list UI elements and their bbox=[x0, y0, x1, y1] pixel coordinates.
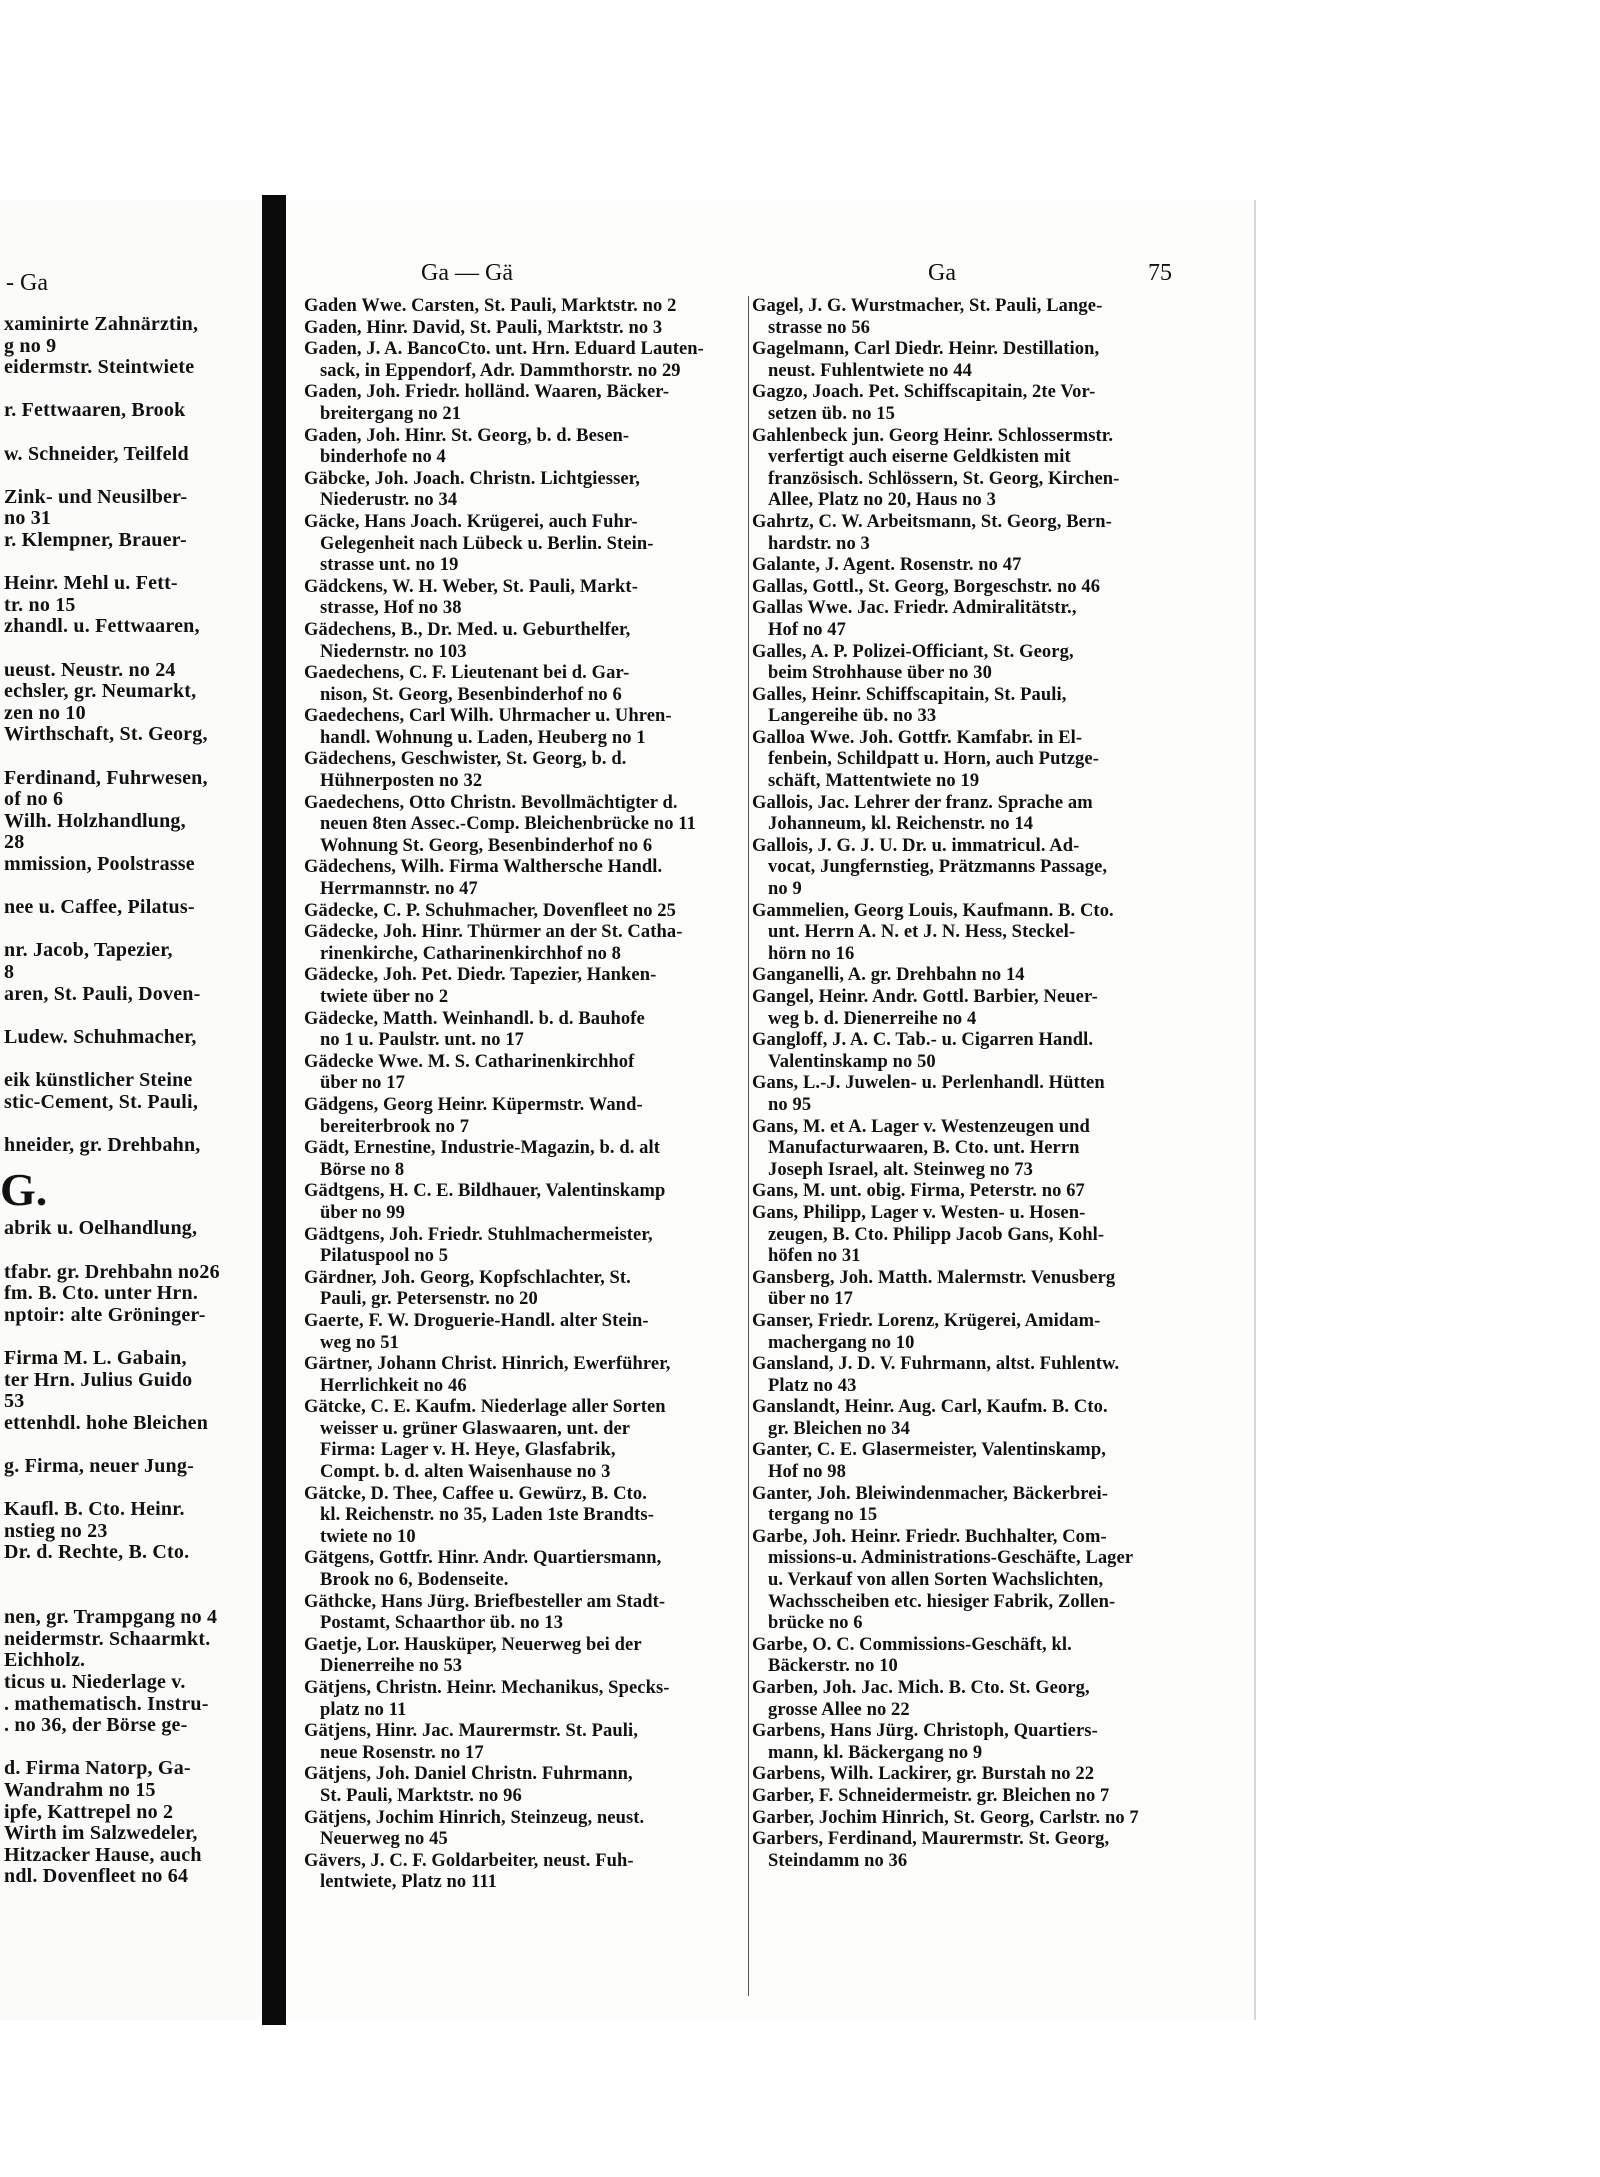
directory-entry-line: Garbers, Ferdinand, Maurermstr. St. Georg, bbox=[752, 1829, 1110, 1850]
entry-continuation-line: über no 17 bbox=[768, 1289, 853, 1310]
directory-entry-line: Gahrtz, C. W. Arbeitsmann, St. Georg, Bern- bbox=[752, 511, 1112, 532]
directory-entry-line: Gammelien, Georg Louis, Kaufmann. B. Cto. bbox=[752, 900, 1114, 921]
directory-entry-line: Gallas, Gottl., St. Georg, Borgeschstr. no 46 bbox=[752, 576, 1101, 597]
entry-continuation-line: rinenkirche, Catharinenkirchhof no 8 bbox=[320, 943, 621, 964]
directory-entry-line: Gallois, J. G. J. U. Dr. u. immatricul. Ad- bbox=[752, 835, 1080, 856]
directory-entry-line: Gäbcke, Joh. Joach. Christn. Lichtgiesser, bbox=[304, 468, 641, 489]
left-page-line: . mathematisch. Instru- bbox=[4, 1692, 209, 1715]
left-page-line: aren, St. Pauli, Doven- bbox=[4, 982, 201, 1005]
entry-continuation-line: strasse no 56 bbox=[768, 317, 871, 338]
left-page-line: hneider, gr. Drehbahn, bbox=[4, 1133, 201, 1156]
entry-continuation-line: no 9 bbox=[768, 879, 802, 900]
directory-entry-line: Gädecke Wwe. M. S. Catharinenkirchhof bbox=[304, 1051, 635, 1072]
left-page-line: Kaufl. B. Cto. Heinr. bbox=[4, 1498, 185, 1521]
entry-continuation-line: mann, kl. Bäckergang no 9 bbox=[768, 1742, 983, 1763]
left-page-line: Dr. d. Rechte, B. Cto. bbox=[4, 1541, 190, 1564]
entry-continuation-line: Postamt, Schaarthor üb. no 13 bbox=[320, 1613, 564, 1634]
right-page bbox=[286, 200, 1256, 2020]
directory-entry-line: Gaden, J. A. BancoCto. unt. Hrn. Eduard Lauten- bbox=[304, 339, 704, 360]
entry-continuation-line: neuen 8ten Assec.-Comp. Bleichenbrücke no 11 bbox=[320, 814, 696, 835]
entry-continuation-line: Börse no 8 bbox=[320, 1159, 405, 1180]
entry-continuation-line: u. Verkauf von allen Sorten Wachslichten, bbox=[768, 1570, 1104, 1591]
entry-continuation-line: strasse, Hof no 38 bbox=[320, 598, 462, 619]
entry-continuation-line: beim Strohhause über no 30 bbox=[768, 663, 992, 684]
left-page-line: ter Hrn. Julius Guido bbox=[4, 1368, 193, 1391]
entry-continuation-line: Valentinskamp no 50 bbox=[768, 1051, 936, 1072]
left-page-line: Firma M. L. Gabain, bbox=[4, 1347, 187, 1369]
left-page-line: zen no 10 bbox=[4, 701, 86, 724]
entry-continuation-line: Platz no 43 bbox=[768, 1375, 857, 1396]
left-page-line: ticus u. Niederlage v. bbox=[4, 1671, 186, 1693]
directory-entry-line: Gäthcke, Hans Jürg. Briefbesteller am Stadt- bbox=[304, 1591, 666, 1612]
directory-entry-line: Gaetje, Lor. Hausküper, Neuerweg bei der bbox=[304, 1634, 642, 1655]
directory-entry-line: Gans, M. unt. obig. Firma, Peterstr. no 67 bbox=[752, 1181, 1085, 1202]
entry-continuation-line: Firma: Lager v. H. Heye, Glasfabrik, bbox=[320, 1440, 616, 1461]
entry-continuation-line: Herrlichkeit no 46 bbox=[320, 1375, 467, 1396]
entry-continuation-line: weg b. d. Dienerreihe no 4 bbox=[768, 1008, 977, 1029]
directory-entry-line: Garben, Joh. Jac. Mich. B. Cto. St. Georg, bbox=[752, 1678, 1090, 1698]
directory-entry-line: Gans, L.-J. Juwelen- u. Perlenhandl. Hütten bbox=[752, 1073, 1105, 1094]
directory-entry-line: Gädecke, Joh. Hinr. Thürmer an der St. Catha- bbox=[304, 922, 683, 943]
left-page-line: ettenhdl. hohe Bleichen bbox=[4, 1411, 209, 1434]
entry-continuation-line: fenbein, Schildpatt u. Horn, auch Putzge- bbox=[768, 749, 1099, 770]
entry-continuation-line: Pauli, gr. Petersenstr. no 20 bbox=[320, 1289, 538, 1310]
left-page-line: 28 bbox=[4, 831, 25, 854]
left-page-line: eik künstlicher Steine bbox=[4, 1069, 193, 1091]
left-page-line: tr. no 15 bbox=[4, 593, 76, 616]
running-head-left: Ga — Gä bbox=[421, 260, 513, 286]
left-page-line: ipfe, Kattrepel no 2 bbox=[4, 1800, 174, 1823]
entry-continuation-line: Pilatuspool no 5 bbox=[320, 1246, 449, 1267]
entry-continuation-line: Gelegenheit nach Lübeck u. Berlin. Stein- bbox=[320, 533, 654, 554]
left-page-line: ueust. Neustr. no 24 bbox=[4, 658, 176, 681]
directory-entry-line: Gansberg, Joh. Matth. Malermstr. Venusberg bbox=[752, 1267, 1116, 1288]
entry-continuation-line: sack, in Eppendorf, Adr. Dammthorstr. no 29 bbox=[320, 360, 681, 381]
entry-continuation-line: Wachsscheiben etc. hiesiger Fabrik, Zollen- bbox=[768, 1591, 1116, 1612]
directory-entry-line: Gagelmann, Carl Diedr. Heinr. Destillation, bbox=[752, 339, 1100, 360]
directory-entry-line: Gärdner, Joh. Georg, Kopfschlachter, St. bbox=[304, 1267, 631, 1288]
left-page-line: zhandl. u. Fettwaaren, bbox=[4, 615, 200, 638]
entry-continuation-line: Compt. b. d. alten Waisenhause no 3 bbox=[320, 1462, 611, 1483]
directory-entry-line: Garbe, Joh. Heinr. Friedr. Buchhalter, Com- bbox=[752, 1526, 1107, 1547]
left-page-line: g. Firma, neuer Jung- bbox=[4, 1455, 194, 1477]
left-page-line: stic-Cement, St. Pauli, bbox=[4, 1090, 199, 1113]
directory-entry-line: Gätjens, Hinr. Jac. Maurermstr. St. Pauli, bbox=[304, 1721, 638, 1742]
directory-entry-line: Ganslandt, Heinr. Aug. Carl, Kaufm. B. Cto. bbox=[752, 1397, 1108, 1418]
directory-entry-line: Gagel, J. G. Wurstmacher, St. Pauli, Lange- bbox=[752, 296, 1103, 316]
directory-entry-line: Gätjens, Joh. Daniel Christn. Fuhrmann, bbox=[304, 1764, 633, 1785]
entry-continuation-line: Hof no 98 bbox=[768, 1462, 846, 1483]
entry-continuation-line: neue Rosenstr. no 17 bbox=[320, 1742, 484, 1763]
directory-entry-line: Gädecke, Matth. Weinhandl. b. d. Bauhofe bbox=[304, 1008, 645, 1029]
directory-entry-line: Galles, Heinr. Schiffscapitain, St. Pauli, bbox=[752, 684, 1067, 705]
directory-entry-line: Gävers, J. C. F. Goldarbeiter, neust. Fuh- bbox=[304, 1850, 634, 1871]
directory-entry-line: Gätgens, Gottfr. Hinr. Andr. Quartiersmann, bbox=[304, 1548, 662, 1569]
entry-continuation-line: Allee, Platz no 20, Haus no 3 bbox=[768, 490, 996, 511]
entry-continuation-line: weisser u. grüner Glaswaaren, unt. der bbox=[320, 1418, 631, 1439]
left-page-line: xaminirte Zahnärztin, bbox=[4, 313, 199, 335]
directory-entry-line: Gätcke, D. Thee, Caffee u. Gewürz, B. Cto. bbox=[304, 1483, 647, 1504]
directory-entry-line: Gaedechens, C. F. Lieutenant bei d. Gar- bbox=[304, 663, 630, 684]
entry-continuation-line: tergang no 15 bbox=[768, 1505, 878, 1526]
entry-continuation-line: französisch. Schlössern, St. Georg, Kirchen- bbox=[768, 468, 1120, 489]
entry-continuation-line: nison, St. Georg, Besenbinderhof no 6 bbox=[320, 684, 622, 705]
entry-continuation-line: unt. Herrn A. N. et J. N. Hess, Steckel- bbox=[768, 922, 1076, 943]
directory-entry-line: Gaden, Joh. Friedr. holländ. Waaren, Bäcker- bbox=[304, 382, 670, 403]
directory-entry-line: Gädtgens, Joh. Friedr. Stuhlmachermeister, bbox=[304, 1224, 653, 1245]
entry-continuation-line: Manufacturwaaren, B. Cto. unt. Herrn bbox=[768, 1138, 1080, 1159]
directory-entry-line: Gangel, Heinr. Andr. Gottl. Barbier, Neuer- bbox=[752, 987, 1098, 1007]
entry-continuation-line: twiete über no 2 bbox=[320, 987, 449, 1007]
entry-continuation-line: Johanneum, kl. Reichenstr. no 14 bbox=[768, 814, 1034, 835]
directory-entry-line: Gaden, Joh. Hinr. St. Georg, b. d. Besen- bbox=[304, 425, 630, 446]
left-page-line: Wirth im Salzwedeler, bbox=[4, 1822, 198, 1845]
column-rule bbox=[748, 296, 749, 1996]
entry-continuation-line: verfertigt auch eiserne Geldkisten mit bbox=[768, 447, 1071, 468]
entry-continuation-line: setzen üb. no 15 bbox=[768, 403, 895, 424]
entry-continuation-line: handl. Wohnung u. Laden, Heuberg no 1 bbox=[320, 727, 646, 748]
entry-continuation-line: höfen no 31 bbox=[768, 1246, 861, 1267]
left-page-line: Heinr. Mehl u. Fett- bbox=[4, 572, 178, 595]
directory-column-1 bbox=[304, 296, 746, 1894]
left-page-line: d. Firma Natorp, Ga- bbox=[4, 1757, 191, 1780]
entry-continuation-line: Langereihe üb. no 33 bbox=[768, 706, 937, 727]
directory-entry-line: Gätjens, Jochim Hinrich, Steinzeug, neust. bbox=[304, 1807, 645, 1828]
entry-continuation-line: Wohnung St. Georg, Besenbinderhof no 6 bbox=[320, 835, 653, 856]
entry-continuation-line: Hühnerposten no 32 bbox=[320, 771, 483, 792]
directory-entry-line: Gärtner, Johann Christ. Hinrich, Ewerführer, bbox=[304, 1354, 671, 1375]
left-page-line: fm. B. Cto. unter Hrn. bbox=[4, 1282, 199, 1305]
directory-entry-line: Gädechens, B., Dr. Med. u. Geburthelfer, bbox=[304, 619, 631, 640]
entry-continuation-line: über no 99 bbox=[320, 1202, 405, 1223]
left-page-line: nee u. Caffee, Pilatus- bbox=[4, 896, 195, 919]
entry-continuation-line: Hof no 47 bbox=[768, 619, 846, 640]
left-page-line: 8 bbox=[4, 961, 15, 983]
directory-entry-line: Gäcke, Hans Joach. Krügerei, auch Fuhr- bbox=[304, 511, 638, 532]
entry-continuation-line: schäft, Mattentwiete no 19 bbox=[768, 771, 980, 792]
left-page-fragment bbox=[0, 200, 262, 2020]
entry-continuation-line: missions-u. Administrations-Geschäfte, Lager bbox=[768, 1548, 1134, 1569]
directory-entry-line: Garbens, Wilh. Lackirer, gr. Burstah no 22 bbox=[752, 1764, 1095, 1785]
directory-entry-line: Gahlenbeck jun. Georg Heinr. Schlossermstr. bbox=[752, 425, 1114, 446]
left-page-line: . no 36, der Börse ge- bbox=[4, 1714, 188, 1737]
left-page-line: no 31 bbox=[4, 507, 52, 530]
entry-continuation-line: Steindamm no 36 bbox=[768, 1850, 908, 1871]
directory-entry-line: Gädckens, W. H. Weber, St. Pauli, Markt- bbox=[304, 576, 638, 597]
left-page-line: r. Klempner, Brauer- bbox=[4, 529, 187, 551]
entry-continuation-line: bereiterbrook no 7 bbox=[320, 1116, 470, 1137]
entry-continuation-line: St. Pauli, Marktstr. no 96 bbox=[320, 1785, 522, 1806]
directory-column-2 bbox=[752, 296, 1194, 1872]
directory-entry-line: Gaedechens, Otto Christn. Bevollmächtigter d. bbox=[304, 792, 678, 813]
left-page-line: w. Schneider, Teilfeld bbox=[4, 442, 189, 465]
entry-continuation-line: no 95 bbox=[768, 1094, 812, 1115]
left-page-line: Wilh. Holzhandlung, bbox=[4, 809, 186, 832]
entry-continuation-line: kl. Reichenstr. no 35, Laden 1ste Brandts- bbox=[320, 1505, 654, 1526]
directory-entry-line: Gansland, J. D. V. Fuhrmann, altst. Fuhlentw. bbox=[752, 1354, 1120, 1375]
entry-continuation-line: neust. Fuhlentwiete no 44 bbox=[768, 360, 972, 381]
book-spine bbox=[262, 195, 286, 2025]
directory-entry-line: Gätcke, C. E. Kaufm. Niederlage aller Sorten bbox=[304, 1397, 666, 1418]
entry-continuation-line: binderhofe no 4 bbox=[320, 447, 446, 468]
left-page-line: Ludew. Schuhmacher, bbox=[4, 1025, 197, 1048]
directory-entry-line: Galante, J. Agent. Rosenstr. no 47 bbox=[752, 555, 1022, 576]
section-letter: G. bbox=[0, 1164, 48, 1216]
directory-entry-line: Gans, M. et A. Lager v. Westenzeugen und bbox=[752, 1116, 1090, 1137]
directory-entry-line: Galles, A. P. Polizei-Officiant, St. Georg, bbox=[752, 641, 1074, 662]
directory-entry-line: Ganganelli, A. gr. Drehbahn no 14 bbox=[752, 965, 1025, 986]
entry-continuation-line: no 1 u. Paulstr. unt. no 17 bbox=[320, 1030, 525, 1051]
directory-entry-line: Gätjens, Christn. Heinr. Mechanikus, Specks- bbox=[304, 1678, 670, 1698]
directory-entry-line: Ganter, Joh. Bleiwindenmacher, Bäckerbrei- bbox=[752, 1483, 1109, 1504]
entry-continuation-line: Niedernstr. no 103 bbox=[320, 641, 467, 662]
left-page-line: Wandrahm no 15 bbox=[4, 1779, 156, 1801]
directory-entry-line: Gädt, Ernestine, Industrie-Magazin, b. d. alt bbox=[304, 1138, 661, 1159]
directory-entry-line: Gaden, Hinr. David, St. Pauli, Marktstr. no 3 bbox=[304, 317, 663, 338]
left-page-line: Zink- und Neusilber- bbox=[4, 485, 188, 508]
left-page-line: abrik u. Oelhandlung, bbox=[4, 1217, 198, 1240]
entry-continuation-line: gr. Bleichen no 34 bbox=[768, 1418, 910, 1439]
directory-entry-line: Gädechens, Geschwister, St. Georg, b. d. bbox=[304, 749, 627, 770]
left-page-line: Wirthschaft, St. Georg, bbox=[4, 723, 208, 746]
left-page-line: 53 bbox=[4, 1390, 25, 1413]
directory-entry-line: Garber, Jochim Hinrich, St. Georg, Carlstr. no 7 bbox=[752, 1807, 1139, 1828]
entry-continuation-line: über no 17 bbox=[320, 1073, 405, 1094]
left-page-line: nr. Jacob, Tapezier, bbox=[4, 939, 173, 962]
directory-entry-line: Ganser, Friedr. Lorenz, Krügerei, Amidam- bbox=[752, 1310, 1101, 1331]
entry-continuation-line: weg no 51 bbox=[320, 1332, 400, 1353]
entry-continuation-line: lentwiete, Platz no 111 bbox=[320, 1872, 497, 1893]
page-number: 75 bbox=[1148, 260, 1172, 286]
directory-entry-line: Garber, F. Schneidermeistr. gr. Bleichen no 7 bbox=[752, 1785, 1110, 1806]
left-page-line: g no 9 bbox=[4, 334, 57, 357]
directory-entry-line: Gädecke, Joh. Pet. Diedr. Tapezier, Hanken- bbox=[304, 965, 657, 986]
left-page-line: ndl. Dovenfleet no 64 bbox=[4, 1865, 189, 1888]
left-page-line: echsler, gr. Neumarkt, bbox=[4, 680, 197, 703]
directory-entry-line: Gädecke, C. P. Schuhmacher, Dovenfleet no 25 bbox=[304, 900, 676, 921]
left-page-line: of no 6 bbox=[4, 788, 64, 811]
entry-continuation-line: twiete no 10 bbox=[320, 1526, 416, 1547]
entry-continuation-line: Dienerreihe no 53 bbox=[320, 1656, 463, 1677]
entry-continuation-line: machergang no 10 bbox=[768, 1332, 915, 1353]
left-page-line: eidermstr. Steintwiete bbox=[4, 356, 195, 379]
directory-entry-line: Galloa Wwe. Joh. Gottfr. Kamfabr. in El- bbox=[752, 727, 1083, 748]
left-page-line: Hitzacker Hause, auch bbox=[4, 1843, 202, 1866]
entry-continuation-line: strasse unt. no 19 bbox=[320, 555, 459, 576]
left-page-line: mmission, Poolstrasse bbox=[4, 853, 195, 875]
entry-continuation-line: hörn no 16 bbox=[768, 943, 855, 964]
entry-continuation-line: brücke no 6 bbox=[768, 1613, 863, 1634]
directory-entry-line: Gädtgens, H. C. E. Bildhauer, Valentinskamp bbox=[304, 1181, 666, 1202]
directory-entry-line: Gädgens, Georg Heinr. Küpermstr. Wand- bbox=[304, 1094, 643, 1115]
left-page-line: tfabr. gr. Drehbahn no26 bbox=[4, 1260, 220, 1283]
directory-entry-line: Gädechens, Wilh. Firma Walthersche Handl. bbox=[304, 857, 663, 878]
entry-continuation-line: vocat, Jungfernstieg, Prätzmanns Passage, bbox=[768, 857, 1108, 878]
entry-continuation-line: Niederustr. no 34 bbox=[320, 490, 458, 511]
left-page-line: neidermstr. Schaarmkt. bbox=[4, 1627, 211, 1650]
directory-entry-line: Gangloff, J. A. C. Tab.- u. Cigarren Handl. bbox=[752, 1030, 1094, 1051]
entry-continuation-line: Bäckerstr. no 10 bbox=[768, 1656, 898, 1677]
left-page-line: Eichholz. bbox=[4, 1649, 86, 1672]
directory-entry-line: Gaedechens, Carl Wilh. Uhrmacher u. Uhren- bbox=[304, 706, 672, 727]
directory-entry-line: Ganter, C. E. Glasermeister, Valentinskamp, bbox=[752, 1440, 1106, 1461]
entry-continuation-line: hardstr. no 3 bbox=[768, 533, 870, 554]
running-head-center: Ga bbox=[928, 260, 956, 286]
entry-continuation-line: breitergang no 21 bbox=[320, 403, 462, 424]
entry-continuation-line: grosse Allee no 22 bbox=[768, 1699, 910, 1720]
directory-entry-line: Gaerte, F. W. Droguerie-Handl. alter Stein- bbox=[304, 1310, 649, 1331]
directory-entry-line: Gaden Wwe. Carsten, St. Pauli, Marktstr. no 2 bbox=[304, 296, 677, 316]
left-page-line: r. Fettwaaren, Brook bbox=[4, 399, 186, 422]
directory-entry-line: Garbens, Hans Jürg. Christoph, Quartiers- bbox=[752, 1721, 1098, 1742]
directory-entry-line: Gans, Philipp, Lager v. Westen- u. Hosen- bbox=[752, 1202, 1086, 1223]
left-page-line: nen, gr. Trampgang no 4 bbox=[4, 1606, 218, 1629]
entry-continuation-line: platz no 11 bbox=[320, 1699, 407, 1720]
left-page-line: nstieg no 23 bbox=[4, 1519, 108, 1542]
directory-entry-line: Gallois, Jac. Lehrer der franz. Sprache am bbox=[752, 792, 1093, 813]
entry-continuation-line: Herrmannstr. no 47 bbox=[320, 879, 478, 900]
directory-entry-line: Gagzo, Joach. Pet. Schiffscapitain, 2te Vor- bbox=[752, 382, 1096, 403]
entry-continuation-line: Brook no 6, Bodenseite. bbox=[320, 1570, 509, 1591]
entry-continuation-line: Joseph Israel, alt. Steinweg no 73 bbox=[768, 1159, 1033, 1180]
left-page-line: nptoir: alte Gröninger- bbox=[4, 1303, 206, 1326]
entry-continuation-line: Neuerweg no 45 bbox=[320, 1829, 448, 1850]
left-page-line: Ferdinand, Fuhrwesen, bbox=[4, 766, 208, 789]
directory-entry-line: Garbe, O. C. Commissions-Geschäft, kl. bbox=[752, 1634, 1072, 1655]
directory-entry-line: Gallas Wwe. Jac. Friedr. Admiralitätstr., bbox=[752, 598, 1077, 619]
entry-continuation-line: zeugen, B. Cto. Philipp Jacob Gans, Kohl- bbox=[768, 1224, 1105, 1245]
left-page-header: - Ga bbox=[6, 270, 48, 296]
